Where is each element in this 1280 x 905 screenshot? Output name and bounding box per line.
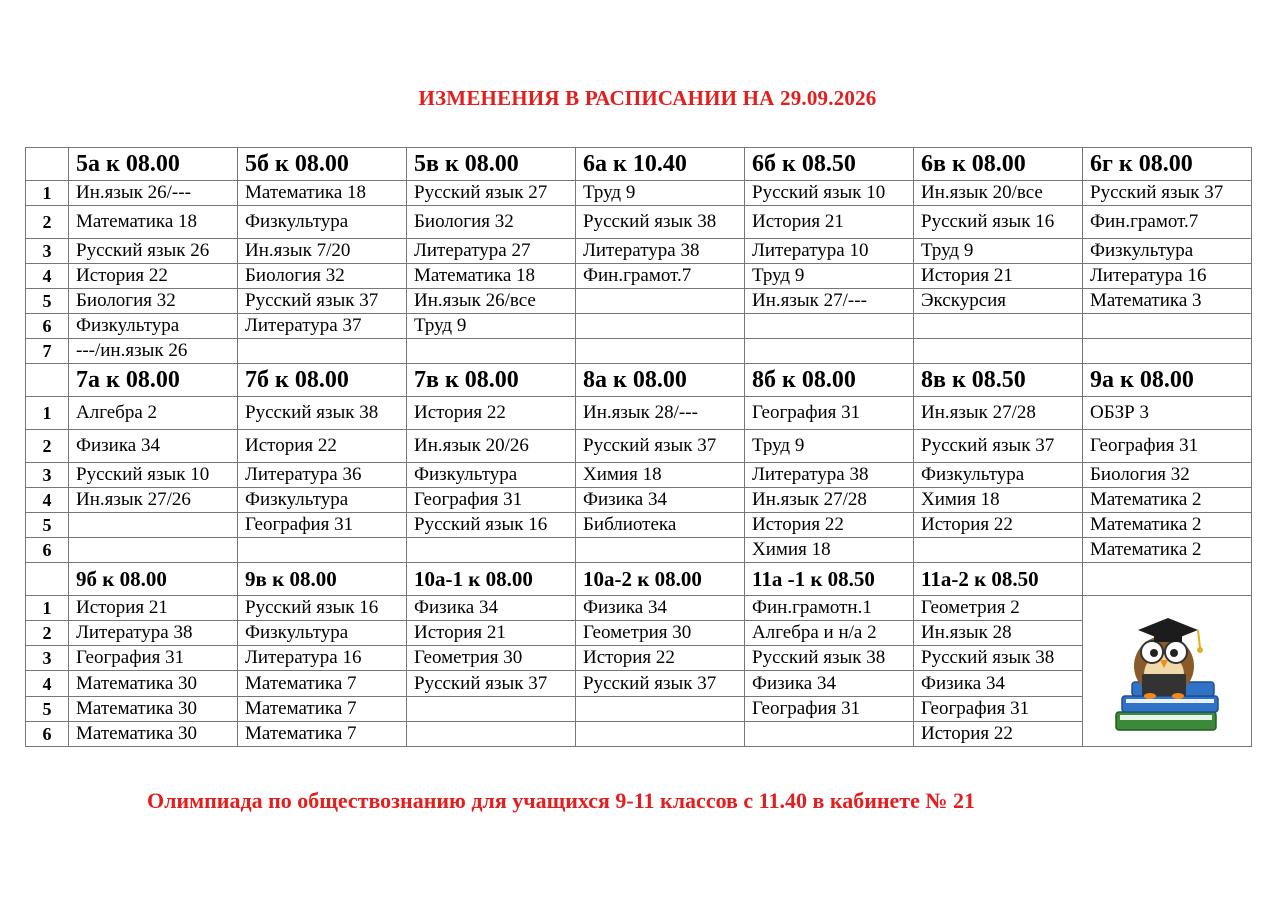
lesson-cell: Литература 10	[745, 239, 914, 264]
lesson-cell: География 31	[1083, 430, 1252, 463]
lesson-cell	[407, 696, 576, 721]
lesson-number: 1	[26, 397, 69, 430]
lesson-row	[26, 206, 1252, 239]
lesson-cell	[576, 538, 745, 563]
class-header: 8а к 08.00	[576, 364, 745, 397]
lesson-cell: Химия 18	[745, 538, 914, 563]
lesson-number: 6	[26, 538, 69, 563]
lesson-row	[26, 721, 1252, 746]
lesson-cell: Алгебра и н/а 2	[745, 621, 914, 646]
lesson-cell: История 22	[238, 430, 407, 463]
lesson-cell: Русский язык 27	[407, 181, 576, 206]
lesson-cell: Русский язык 37	[238, 289, 407, 314]
lesson-cell: Математика 7	[238, 696, 407, 721]
lesson-number: 2	[26, 430, 69, 463]
class-header: 10а-2 к 08.00	[576, 563, 745, 596]
lesson-cell: Математика 18	[407, 264, 576, 289]
lesson-cell: Литература 36	[238, 463, 407, 488]
lesson-row	[26, 596, 1252, 621]
lesson-cell: География 31	[238, 513, 407, 538]
lesson-number: 3	[26, 463, 69, 488]
lesson-row	[26, 671, 1252, 696]
lesson-cell: История 22	[576, 646, 745, 671]
lesson-row	[26, 314, 1252, 339]
class-header: 11а-2 к 08.50	[914, 563, 1083, 596]
lesson-cell: Физкультура	[1083, 239, 1252, 264]
lesson-cell: Русский язык 37	[1083, 181, 1252, 206]
lesson-cell: Ин.язык 27/26	[69, 488, 238, 513]
lesson-cell	[69, 538, 238, 563]
lesson-number: 5	[26, 289, 69, 314]
lesson-cell: Ин.язык 28	[914, 621, 1083, 646]
lesson-number: 2	[26, 621, 69, 646]
lesson-cell: Физика 34	[914, 671, 1083, 696]
lesson-cell	[238, 339, 407, 364]
lesson-cell: Математика 2	[1083, 488, 1252, 513]
lesson-cell	[1083, 314, 1252, 339]
lesson-number: 4	[26, 671, 69, 696]
lesson-cell	[69, 513, 238, 538]
class-header: 7а к 08.00	[69, 364, 238, 397]
lesson-cell: Физкультура	[914, 463, 1083, 488]
lesson-row	[26, 463, 1252, 488]
lesson-row	[26, 181, 1252, 206]
lesson-cell: История 21	[914, 264, 1083, 289]
lesson-cell: Труд 9	[576, 181, 745, 206]
class-header: 9а к 08.00	[1083, 364, 1252, 397]
lesson-cell: История 22	[914, 513, 1083, 538]
lesson-cell: Физика 34	[745, 671, 914, 696]
lesson-cell: География 31	[407, 488, 576, 513]
lesson-cell: Русский язык 10	[69, 463, 238, 488]
lesson-cell: География 31	[914, 696, 1083, 721]
lesson-cell	[407, 721, 576, 746]
lesson-cell	[914, 314, 1083, 339]
lesson-number: 2	[26, 206, 69, 239]
lesson-cell: Русский язык 10	[745, 181, 914, 206]
lesson-cell: Математика 30	[69, 696, 238, 721]
lesson-cell: Математика 18	[238, 181, 407, 206]
lesson-cell: Ин.язык 20/26	[407, 430, 576, 463]
lesson-cell: Физкультура	[407, 463, 576, 488]
lesson-number: 3	[26, 646, 69, 671]
lesson-cell: История 22	[914, 721, 1083, 746]
lesson-cell: Фин.грамот.7	[1083, 206, 1252, 239]
lesson-cell	[576, 696, 745, 721]
class-header: 6б к 08.50	[745, 148, 914, 181]
empty-header-cell	[1083, 563, 1252, 596]
lesson-cell: Алгебра 2	[69, 397, 238, 430]
lesson-cell: Русский язык 37	[914, 430, 1083, 463]
lesson-cell	[576, 339, 745, 364]
lesson-number: 5	[26, 696, 69, 721]
lesson-number: 1	[26, 596, 69, 621]
class-header-row	[26, 364, 1252, 397]
lesson-cell: Физика 34	[407, 596, 576, 621]
lesson-row	[26, 488, 1252, 513]
lesson-cell: История 21	[69, 596, 238, 621]
lesson-cell: Экскурсия	[914, 289, 1083, 314]
lesson-row	[26, 239, 1252, 264]
class-header: 6в к 08.00	[914, 148, 1083, 181]
lesson-cell: Русский язык 16	[407, 513, 576, 538]
lesson-cell: Химия 18	[914, 488, 1083, 513]
lesson-cell: Литература 16	[238, 646, 407, 671]
lesson-cell	[407, 339, 576, 364]
lesson-number: 5	[26, 513, 69, 538]
corner-cell	[26, 364, 69, 397]
lesson-cell: Математика 7	[238, 721, 407, 746]
lesson-cell: Фин.грамотн.1	[745, 596, 914, 621]
lesson-cell: Физика 34	[576, 596, 745, 621]
lesson-cell: Русский язык 38	[914, 646, 1083, 671]
lesson-number: 7	[26, 339, 69, 364]
class-header: 5а к 08.00	[69, 148, 238, 181]
lesson-cell: Биология 32	[238, 264, 407, 289]
lesson-row	[26, 430, 1252, 463]
lesson-cell: Математика 2	[1083, 513, 1252, 538]
lesson-cell: Математика 3	[1083, 289, 1252, 314]
lesson-row	[26, 513, 1252, 538]
lesson-cell: Геометрия 2	[914, 596, 1083, 621]
lesson-cell	[407, 538, 576, 563]
lesson-cell: Ин.язык 26/---	[69, 181, 238, 206]
illustration-cell	[1083, 596, 1252, 747]
class-header: 6г к 08.00	[1083, 148, 1252, 181]
lesson-cell: Биология 32	[407, 206, 576, 239]
lesson-cell: Труд 9	[745, 430, 914, 463]
lesson-cell: История 22	[407, 397, 576, 430]
class-header: 8в к 08.50	[914, 364, 1083, 397]
lesson-row	[26, 289, 1252, 314]
lesson-cell: Физкультура	[238, 206, 407, 239]
corner-cell	[26, 563, 69, 596]
lesson-cell: Ин.язык 20/все	[914, 181, 1083, 206]
lesson-cell: Физкультура	[69, 314, 238, 339]
lesson-row	[26, 621, 1252, 646]
lesson-cell: Ин.язык 27/28	[745, 488, 914, 513]
lesson-cell: Химия 18	[576, 463, 745, 488]
lesson-row	[26, 538, 1252, 563]
lesson-cell	[914, 538, 1083, 563]
lesson-cell: Биология 32	[69, 289, 238, 314]
lesson-row	[26, 397, 1252, 430]
class-header: 7б к 08.00	[238, 364, 407, 397]
class-header: 10а-1 к 08.00	[407, 563, 576, 596]
lesson-cell: Труд 9	[745, 264, 914, 289]
lesson-cell	[914, 339, 1083, 364]
lesson-cell: География 31	[745, 397, 914, 430]
lesson-row	[26, 339, 1252, 364]
lesson-cell: Ин.язык 27/---	[745, 289, 914, 314]
olympiad-notice: Олимпиада по обществознанию для учащихся 9-11 классов с 11.40 в кабинете № 21	[147, 788, 975, 813]
lesson-cell: Русский язык 16	[238, 596, 407, 621]
class-header: 5в к 08.00	[407, 148, 576, 181]
lesson-cell: Математика 2	[1083, 538, 1252, 563]
lesson-cell: Литература 38	[69, 621, 238, 646]
lesson-cell: Русский язык 16	[914, 206, 1083, 239]
lesson-row	[26, 646, 1252, 671]
lesson-cell: Математика 30	[69, 721, 238, 746]
lesson-cell: Русский язык 38	[745, 646, 914, 671]
lesson-number: 6	[26, 721, 69, 746]
lesson-cell	[238, 538, 407, 563]
class-header: 8б к 08.00	[745, 364, 914, 397]
lesson-number: 1	[26, 181, 69, 206]
lesson-cell: ОБЗР 3	[1083, 397, 1252, 430]
lesson-number: 4	[26, 488, 69, 513]
lesson-row	[26, 264, 1252, 289]
lesson-cell	[745, 314, 914, 339]
lesson-cell: Труд 9	[407, 314, 576, 339]
lesson-cell: Русский язык 26	[69, 239, 238, 264]
lesson-row	[26, 696, 1252, 721]
lesson-cell	[745, 721, 914, 746]
schedule-table	[25, 147, 1252, 747]
lesson-cell: Библиотека	[576, 513, 745, 538]
class-header: 5б к 08.00	[238, 148, 407, 181]
lesson-cell	[576, 289, 745, 314]
lesson-cell: Ин.язык 28/---	[576, 397, 745, 430]
lesson-cell	[745, 339, 914, 364]
lesson-cell: Русский язык 37	[576, 430, 745, 463]
lesson-cell: Физкультура	[238, 621, 407, 646]
lesson-cell: История 21	[745, 206, 914, 239]
lesson-cell: Литература 38	[745, 463, 914, 488]
lesson-cell: Литература 37	[238, 314, 407, 339]
lesson-number: 6	[26, 314, 69, 339]
lesson-cell: Русский язык 37	[407, 671, 576, 696]
lesson-cell: ---/ин.язык 26	[69, 339, 238, 364]
lesson-number: 3	[26, 239, 69, 264]
lesson-cell: Фин.грамот.7	[576, 264, 745, 289]
lesson-cell: Русский язык 38	[238, 397, 407, 430]
page-title: ИЗМЕНЕНИЯ В РАСПИСАНИИ НА 29.09.2026	[418, 86, 877, 110]
lesson-cell: Физика 34	[69, 430, 238, 463]
lesson-cell: Литература 38	[576, 239, 745, 264]
lesson-cell	[1083, 339, 1252, 364]
class-header: 6а к 10.40	[576, 148, 745, 181]
lesson-cell: История 22	[745, 513, 914, 538]
corner-cell	[26, 148, 69, 181]
lesson-cell: Ин.язык 7/20	[238, 239, 407, 264]
lesson-cell: Ин.язык 26/все	[407, 289, 576, 314]
lesson-cell: География 31	[745, 696, 914, 721]
class-header: 7в к 08.00	[407, 364, 576, 397]
class-header: 11а -1 к 08.50	[745, 563, 914, 596]
lesson-cell: Русский язык 37	[576, 671, 745, 696]
lesson-cell: Труд 9	[914, 239, 1083, 264]
lesson-cell: Литература 27	[407, 239, 576, 264]
lesson-cell: История 22	[69, 264, 238, 289]
class-header-row	[26, 563, 1252, 596]
lesson-cell: Физкультура	[238, 488, 407, 513]
lesson-cell: География 31	[69, 646, 238, 671]
lesson-cell: Математика 18	[69, 206, 238, 239]
lesson-cell: Русский язык 38	[576, 206, 745, 239]
lesson-number: 4	[26, 264, 69, 289]
lesson-cell: Биология 32	[1083, 463, 1252, 488]
lesson-cell: Литература 16	[1083, 264, 1252, 289]
lesson-cell: Геометрия 30	[407, 646, 576, 671]
lesson-cell: Математика 30	[69, 671, 238, 696]
owl-graduate-icon	[1102, 596, 1232, 746]
lesson-cell: Геометрия 30	[576, 621, 745, 646]
lesson-cell	[576, 314, 745, 339]
class-header: 9б к 08.00	[69, 563, 238, 596]
class-header-row	[26, 148, 1252, 181]
lesson-cell: Математика 7	[238, 671, 407, 696]
lesson-cell: Физика 34	[576, 488, 745, 513]
lesson-cell: История 21	[407, 621, 576, 646]
class-header: 9в к 08.00	[238, 563, 407, 596]
lesson-cell: Ин.язык 27/28	[914, 397, 1083, 430]
lesson-cell	[576, 721, 745, 746]
